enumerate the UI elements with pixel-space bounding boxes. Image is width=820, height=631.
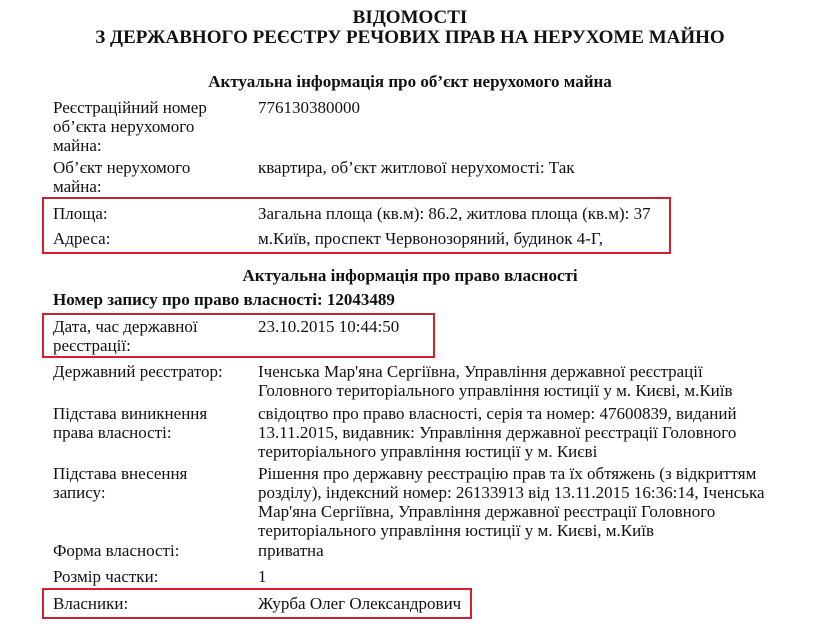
document-title-line2: З ДЕРЖАВНОГО РЕЄСТРУ РЕЧОВИХ ПРАВ НА НЕРУХОМЕ МАЙНО [95,27,725,48]
address-value: м.Київ, проспект Червонозоряний, будинок 4-Г, [258,229,604,248]
ownership-form-label: Форма власності: [53,541,180,560]
ownership-form-value: приватна [258,541,324,560]
ownership-section-heading: Актуальна інформація про право власності [242,266,578,285]
basis-of-entry-value: Рішення про державну реєстрацію прав та їх обтяжень (з відкриттям розділу), індексний номер: 26133913 від 13.11.2015 16:36:14, Іченська Мар'яна Сергіївна, Управління державної реєстрації Головного територіального управління юстиції у м. Києві, м.Київ [258,464,765,540]
basis-of-entry-label: Підстава внесення запису: [53,464,188,502]
object-label: Об’єкт нерухомого майна: [53,158,191,196]
owners-value: Журба Олег Олександрович [258,594,462,613]
share-size-value: 1 [258,567,267,586]
owners-label: Власники: [53,594,129,613]
registration-datetime-value: 23.10.2015 10:44:50 [258,317,400,336]
document-title-line1: ВІДОМОСТІ [352,7,468,28]
share-size-label: Розмір частки: [53,567,159,586]
reg-number-value: 776130380000 [258,98,360,117]
ownership-record-number: Номер запису про право власності: 12043489 [53,290,395,309]
property-section-heading: Актуальна інформація про об’єкт нерухомого майна [208,72,612,91]
object-value: квартира, об’єкт житлової нерухомості: Так [258,158,575,177]
registration-datetime-label: Дата, час державної реєстрації: [53,317,198,355]
registrar-value: Іченська Мар'яна Сергіївна, Управління державної реєстрації Головного територіального управління юстиції у м. Києві, м.Київ [258,362,733,400]
basis-of-right-label: Підстава виникнення права власності: [53,404,208,442]
area-label: Площа: [53,204,108,223]
area-value: Загальна площа (кв.м): 86.2, житлова площа (кв.м): 37 [258,204,651,223]
registrar-label: Державний реєстратор: [53,362,223,381]
reg-number-label: Реєстраційний номер об’єкта нерухомого майна: [53,98,207,155]
basis-of-right-value: свідоцтво про право власності, серія та номер: 47600839, виданий 13.11.2015, видавник: Управління державної реєстрації Головного територіального управління юстиції у м. Києві [258,404,737,461]
address-label: Адреса: [53,229,111,248]
